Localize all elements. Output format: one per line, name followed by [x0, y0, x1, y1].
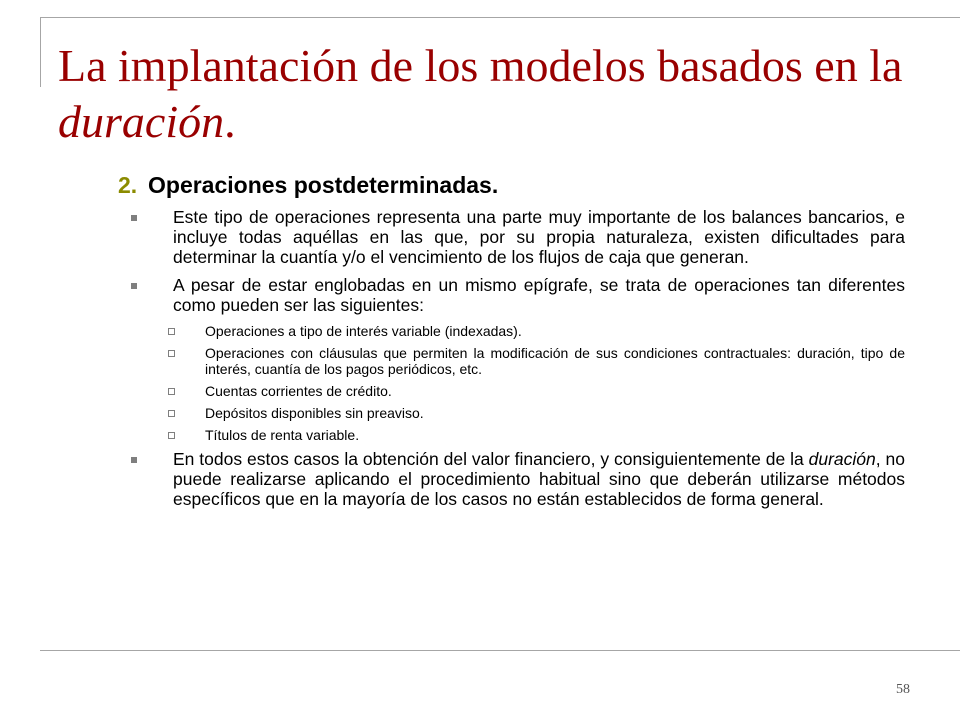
sub-bullet-text: Depósitos disponibles sin preaviso.: [205, 405, 424, 421]
frame-left-line: [40, 17, 41, 87]
slide-title: [58, 38, 938, 150]
bullet-text-part: En todos estos casos la obtención del valor financiero, y consiguientemente de la: [173, 449, 809, 469]
slide-content: [130, 207, 905, 517]
hollow-square-bullet-icon: [168, 350, 175, 357]
sub-bullet-item: [165, 427, 905, 443]
page-number: 58: [896, 682, 910, 697]
sub-bullet-item: [165, 405, 905, 421]
sub-bullet-list: [130, 323, 905, 443]
bullet-item: [130, 207, 905, 267]
title-italic: duración: [58, 96, 225, 147]
bullet-item: [130, 275, 905, 315]
sub-bullet-item: [165, 383, 905, 399]
sub-bullet-item: [165, 323, 905, 339]
hollow-square-bullet-icon: [168, 388, 175, 395]
bullet-item: [130, 449, 905, 509]
sub-bullet-text: Cuentas corrientes de crédito.: [205, 383, 392, 399]
square-bullet-icon: [131, 457, 137, 463]
section-heading-text: Operaciones postdeterminadas.: [148, 172, 499, 198]
bullet-text: [173, 449, 905, 509]
sub-bullet-text: Operaciones a tipo de interés variable (indexadas).: [205, 323, 522, 339]
square-bullet-icon: [131, 283, 137, 289]
bullet-text-part: , no puede realizarse aplicando el procedimiento habitual sino que deberán utilizarse métodos específicos que en la mayoría de los casos no están establecidos de forma general.: [173, 449, 905, 509]
frame-top-line: [40, 17, 960, 18]
bullet-text: Este tipo de operaciones representa una parte muy importante de los balances bancarios, e incluye todas aquéllas en las que, por su propia naturaleza, existen dificultades para determinar la cuantía y/o el vencimiento de los flujos de caja que generan.: [173, 207, 905, 267]
hollow-square-bullet-icon: [168, 328, 175, 335]
title-main: La implantación de los modelos basados en la: [58, 40, 903, 91]
section-number: 2.: [118, 172, 138, 198]
title-end: .: [224, 96, 236, 147]
hollow-square-bullet-icon: [168, 410, 175, 417]
frame-bottom-line: [40, 650, 960, 651]
hollow-square-bullet-icon: [168, 432, 175, 439]
square-bullet-icon: [131, 215, 137, 221]
bullet-text-italic: duración: [808, 449, 876, 469]
sub-bullet-text: Operaciones con cláusulas que permiten la modificación de sus condiciones contractuales: duración, tipo de interés, cuantía de los pagos periódicos, etc.: [205, 345, 905, 377]
section-heading: [118, 170, 498, 200]
sub-bullet-text: Títulos de renta variable.: [205, 427, 360, 443]
bullet-text: A pesar de estar englobadas en un mismo epígrafe, se trata de operaciones tan diferentes como pueden ser las siguientes:: [173, 275, 905, 315]
sub-bullet-item: [165, 345, 905, 377]
